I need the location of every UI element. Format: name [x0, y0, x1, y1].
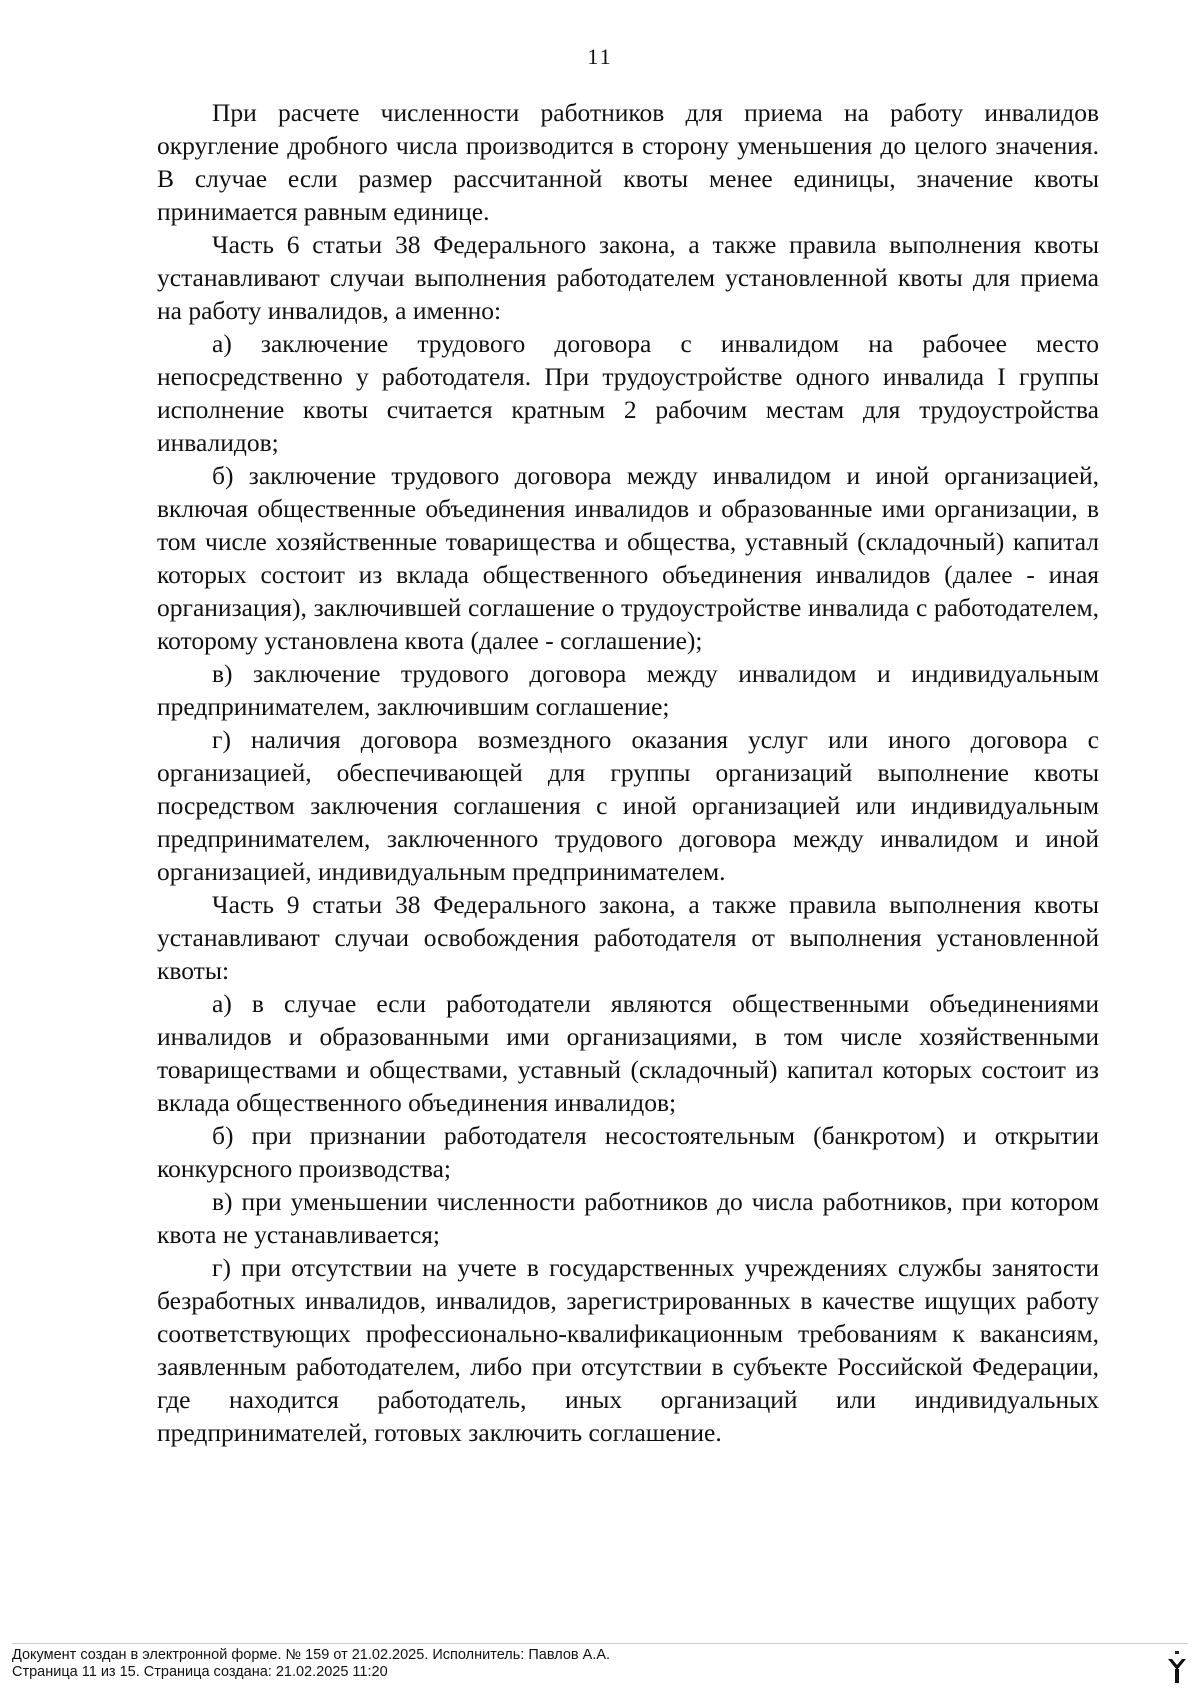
- paragraph-fulfillment-g: г) наличия договора возмездного оказания услуг или иного договора с организацией, обеспечивающей для группы организаций выполнение квоты посредством заключения соглашения с иной организацией или индивидуальным предпринимателем, заключенного трудового договора между инвалидом и иной организацией, индивидуальным предпринимателем.: [157, 725, 1099, 886]
- paragraph-rounding-rule: При расчете численности работников для приема на работу инвалидов округление дробного числа производится в сторону уменьшения до целого значения. В случае если размер рассчитанной квоты менее единицы, значение квоты принимается равным единице.: [157, 98, 1099, 226]
- paragraph-exemption-g: г) при отсутствии на учете в государственных учреждениях службы занятости безработных инвалидов, инвалидов, зарегистрированных в качестве ищущих работу соответствующих профессионально-квалификационным требованиям к вакансиям, заявленным работодателем, либо при отсутствии в субъекте Российской Федерации, где находится работодатель, иных организаций или индивидуальных предпринимателей, готовых заключить соглашение.: [157, 1253, 1099, 1447]
- paragraph-fulfillment-v: в) заключение трудового договора между инвалидом и индивидуальным предпринимателем, заключившим соглашение;: [157, 659, 1099, 721]
- paragraph-quota-fulfillment-intro: Часть 6 статьи 38 Федерального закона, а также правила выполнения квоты устанавливают случаи выполнения работодателем установленной квоты для приема на работу инвалидов, а именно:: [157, 230, 1099, 325]
- paragraph-exemption-v: в) при уменьшении численности работников до числа работников, при котором квота не устанавливается;: [157, 1187, 1099, 1249]
- page-number: 11: [587, 44, 613, 69]
- footer-document-info: Документ создан в электронной форме. № 159 от 21.02.2025. Исполнитель: Павлов А.А.: [12, 1647, 611, 1663]
- paragraph-fulfillment-a: а) заключение трудового договора с инвалидом на рабочее место непосредственно у работодателя. При трудоустройстве одного инвалида I группы исполнение квоты считается кратным 2 рабочим местам для трудоустройства инвалидов;: [157, 329, 1099, 457]
- paragraph-exemption-a: а) в случае если работодатели являются общественными объединениями инвалидов и образованными ими организациями, в том числе хозяйственными товариществами и обществами, уставный (складочный) капитал которых состоит из вклада общественного объединения инвалидов;: [157, 989, 1099, 1117]
- document-body: [157, 96, 1099, 1449]
- document-system-logo-icon: [1166, 1650, 1188, 1684]
- footer-divider: [12, 1643, 1188, 1644]
- document-footer: [12, 1647, 610, 1681]
- paragraph-exemption-b: б) при признании работодателя несостоятельным (банкротом) и открытии конкурсного производства;: [157, 1121, 1099, 1183]
- footer-page-info: Страница 11 из 15. Страница создана: 21.02.2025 11:20: [12, 1664, 388, 1680]
- paragraph-exemption-intro: Часть 9 статьи 38 Федерального закона, а также правила выполнения квоты устанавливают случаи освобождения работодателя от выполнения установленной квоты:: [157, 890, 1099, 985]
- paragraph-fulfillment-b: б) заключение трудового договора между инвалидом и иной организацией, включая общественные объединения инвалидов и образованные ими организации, в том числе хозяйственные товарищества и общества, уставный (складочный) капитал которых состоит из вклада общественного объединения инвалидов (далее - иная организация), заключившей соглашение о трудоустройстве инвалида с работодателем, которому установлена квота (далее - соглашение);: [157, 461, 1099, 655]
